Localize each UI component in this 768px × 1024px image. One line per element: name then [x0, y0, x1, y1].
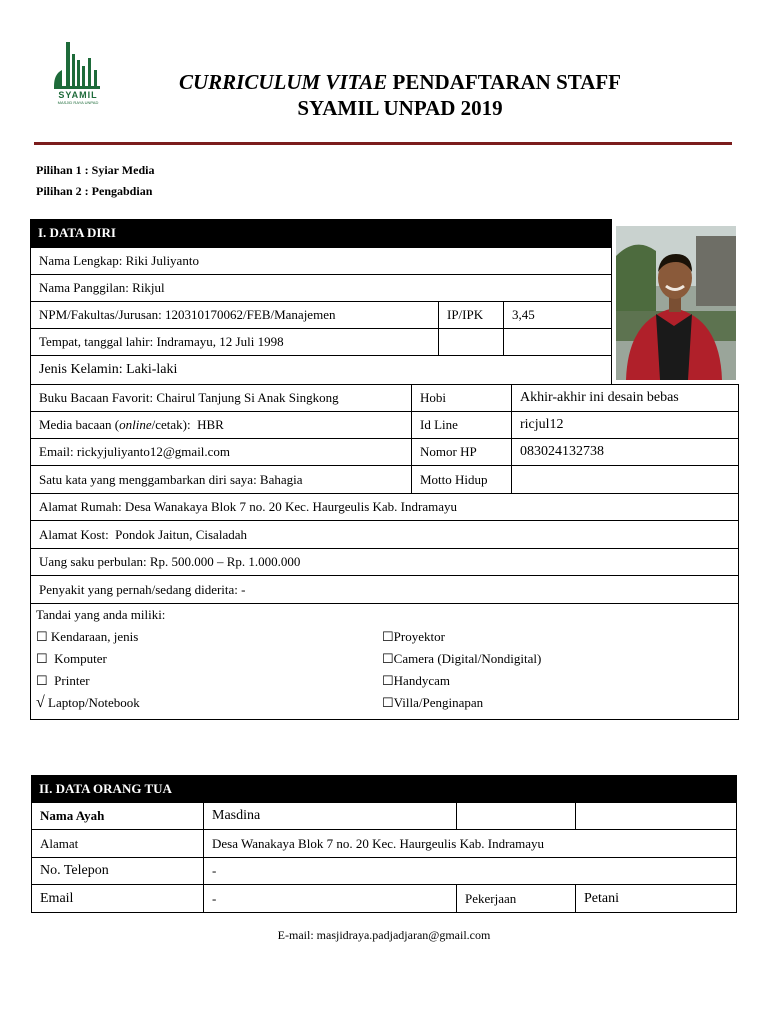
email: Email: rickyjuliyanto12@gmail.com: [30, 438, 412, 466]
title-rest: PENDAFTARAN STAFF: [387, 70, 622, 94]
checklist-item-laptop[interactable]: [36, 692, 140, 714]
checklist-item-label: Handycam: [393, 673, 450, 688]
syamil-logo: [50, 40, 106, 106]
logo-brand: SYAMIL: [58, 90, 98, 100]
checklist-item-kendaraan[interactable]: [36, 626, 140, 648]
motto-hidup-value: [511, 465, 739, 494]
checklist-item-printer[interactable]: [36, 670, 140, 692]
tempat-tanggal-lahir: Tempat, tanggal lahir: Indramayu, 12 Juli 1998: [30, 328, 439, 356]
checklist-item-camera[interactable]: [382, 648, 541, 670]
media-bacaan-suffix: /cetak): HBR: [151, 417, 224, 432]
empty-cell: [503, 328, 612, 356]
checklist-item-label: Villa/Penginapan: [393, 695, 484, 710]
pilihan-2: Pilihan 2 : Pengabdian: [36, 184, 153, 198]
nomor-hp-value: 083024132738: [511, 438, 739, 466]
checkbox-icon: ☐: [382, 673, 394, 688]
ipk-label: IP/IPK: [438, 301, 504, 329]
nama-panggilan: Nama Panggilan: Rikjul: [30, 274, 612, 302]
nama-ayah-value: Masdina: [203, 802, 457, 830]
section-orang-tua-header: II. DATA ORANG TUA: [31, 775, 737, 803]
npm-fakultas-jurusan: NPM/Fakultas/Jurusan: 120310170062/FEB/Manajemen: [30, 301, 439, 329]
telepon-label: No. Telepon: [31, 857, 204, 885]
buku-bacaan-favorit: Buku Bacaan Favorit: Chairul Tanjung Si Anak Singkong: [30, 384, 412, 412]
checklist-item-komputer[interactable]: [36, 648, 140, 670]
nama-lengkap: Nama Lengkap: Riki Juliyanto: [30, 247, 612, 275]
empty-cell: [438, 328, 504, 356]
motto-hidup-label: Motto Hidup: [411, 465, 512, 494]
penyakit: Penyakit yang pernah/sedang diderita: -: [30, 575, 739, 604]
checklist-item-label: Proyektor: [393, 629, 445, 644]
checklist-left: [36, 626, 140, 714]
empty-cell: [456, 802, 576, 830]
logo-subtitle: MASJID RAYA UNPAD: [57, 100, 99, 105]
satu-kata: Satu kata yang menggambarkan diri saya: Bahagia: [30, 465, 412, 494]
alamat-kost: Alamat Kost: Pondok Jaitun, Cisaladah: [30, 520, 739, 549]
nama-ayah-label: Nama Ayah: [31, 802, 204, 830]
checkbox-icon: ☐: [382, 695, 394, 710]
uang-saku: Uang saku perbulan: Rp. 500.000 – Rp. 1.000.000: [30, 548, 739, 576]
checkbox-icon: ☐: [36, 651, 48, 666]
checkbox-icon: ☐: [382, 651, 394, 666]
section-data-diri-header: I. DATA DIRI: [30, 219, 612, 247]
hobi-label: Hobi: [411, 384, 512, 412]
checkbox-icon: ☐: [382, 629, 394, 644]
checklist-right: [382, 626, 541, 714]
checklist-item-proyektor[interactable]: [382, 626, 541, 648]
document-title-line1: [120, 68, 680, 96]
id-line-label: Id Line: [411, 411, 512, 439]
title-divider: [34, 142, 732, 145]
alamat-rumah: Alamat Rumah: Desa Wanakaya Blok 7 no. 20 Kec. Haurgeulis Kab. Indramayu: [30, 493, 739, 521]
title-italic: CURRICULUM VITAE: [178, 70, 388, 94]
checklist-item-label: Kendaraan, jenis: [47, 629, 139, 644]
checklist-item-label: Printer: [47, 673, 90, 688]
alamat-value: Desa Wanakaya Blok 7 no. 20 Kec. Haurgeulis Kab. Indramayu: [203, 829, 737, 858]
media-bacaan-online: online: [119, 417, 152, 432]
empty-cell: [575, 802, 737, 830]
nomor-hp-label: Nomor HP: [411, 438, 512, 466]
email-value: -: [203, 884, 457, 913]
media-bacaan-prefix: Media bacaan (: [39, 417, 120, 432]
checklist-item-label: Camera (Digital/Nondigital): [393, 651, 542, 666]
ipk-value: 3,45: [503, 301, 612, 329]
checkbox-icon: ☐: [36, 673, 48, 688]
checklist-item-villa[interactable]: [382, 692, 541, 714]
jenis-kelamin: Jenis Kelamin: Laki-laki: [30, 355, 612, 385]
hobi-value: Akhir-akhir ini desain bebas: [511, 384, 739, 412]
checklist-item-label: Laptop/Notebook: [44, 695, 140, 710]
pilihan-1: Pilihan 1 : Syiar Media: [36, 163, 155, 177]
telepon-value: -: [203, 857, 737, 885]
email-label: Email: [31, 884, 204, 913]
checklist-item-handycam[interactable]: [382, 670, 541, 692]
media-bacaan: [30, 411, 412, 439]
checkmark-icon: √: [36, 694, 45, 711]
id-line-value: ricjul12: [511, 411, 739, 439]
checklist-label: Tandai yang anda miliki:: [36, 607, 166, 622]
checklist-item-label: Komputer: [47, 651, 107, 666]
checkbox-icon: ☐: [36, 629, 48, 644]
footer-email: E-mail: masjidraya.padjadjaran@gmail.com: [277, 928, 491, 942]
pekerjaan-label: Pekerjaan: [456, 884, 576, 913]
alamat-label: Alamat: [31, 829, 204, 858]
document-title-line2: SYAMIL UNPAD 2019: [297, 96, 503, 120]
profile-photo: [616, 226, 736, 380]
pekerjaan-value: Petani: [575, 884, 737, 913]
